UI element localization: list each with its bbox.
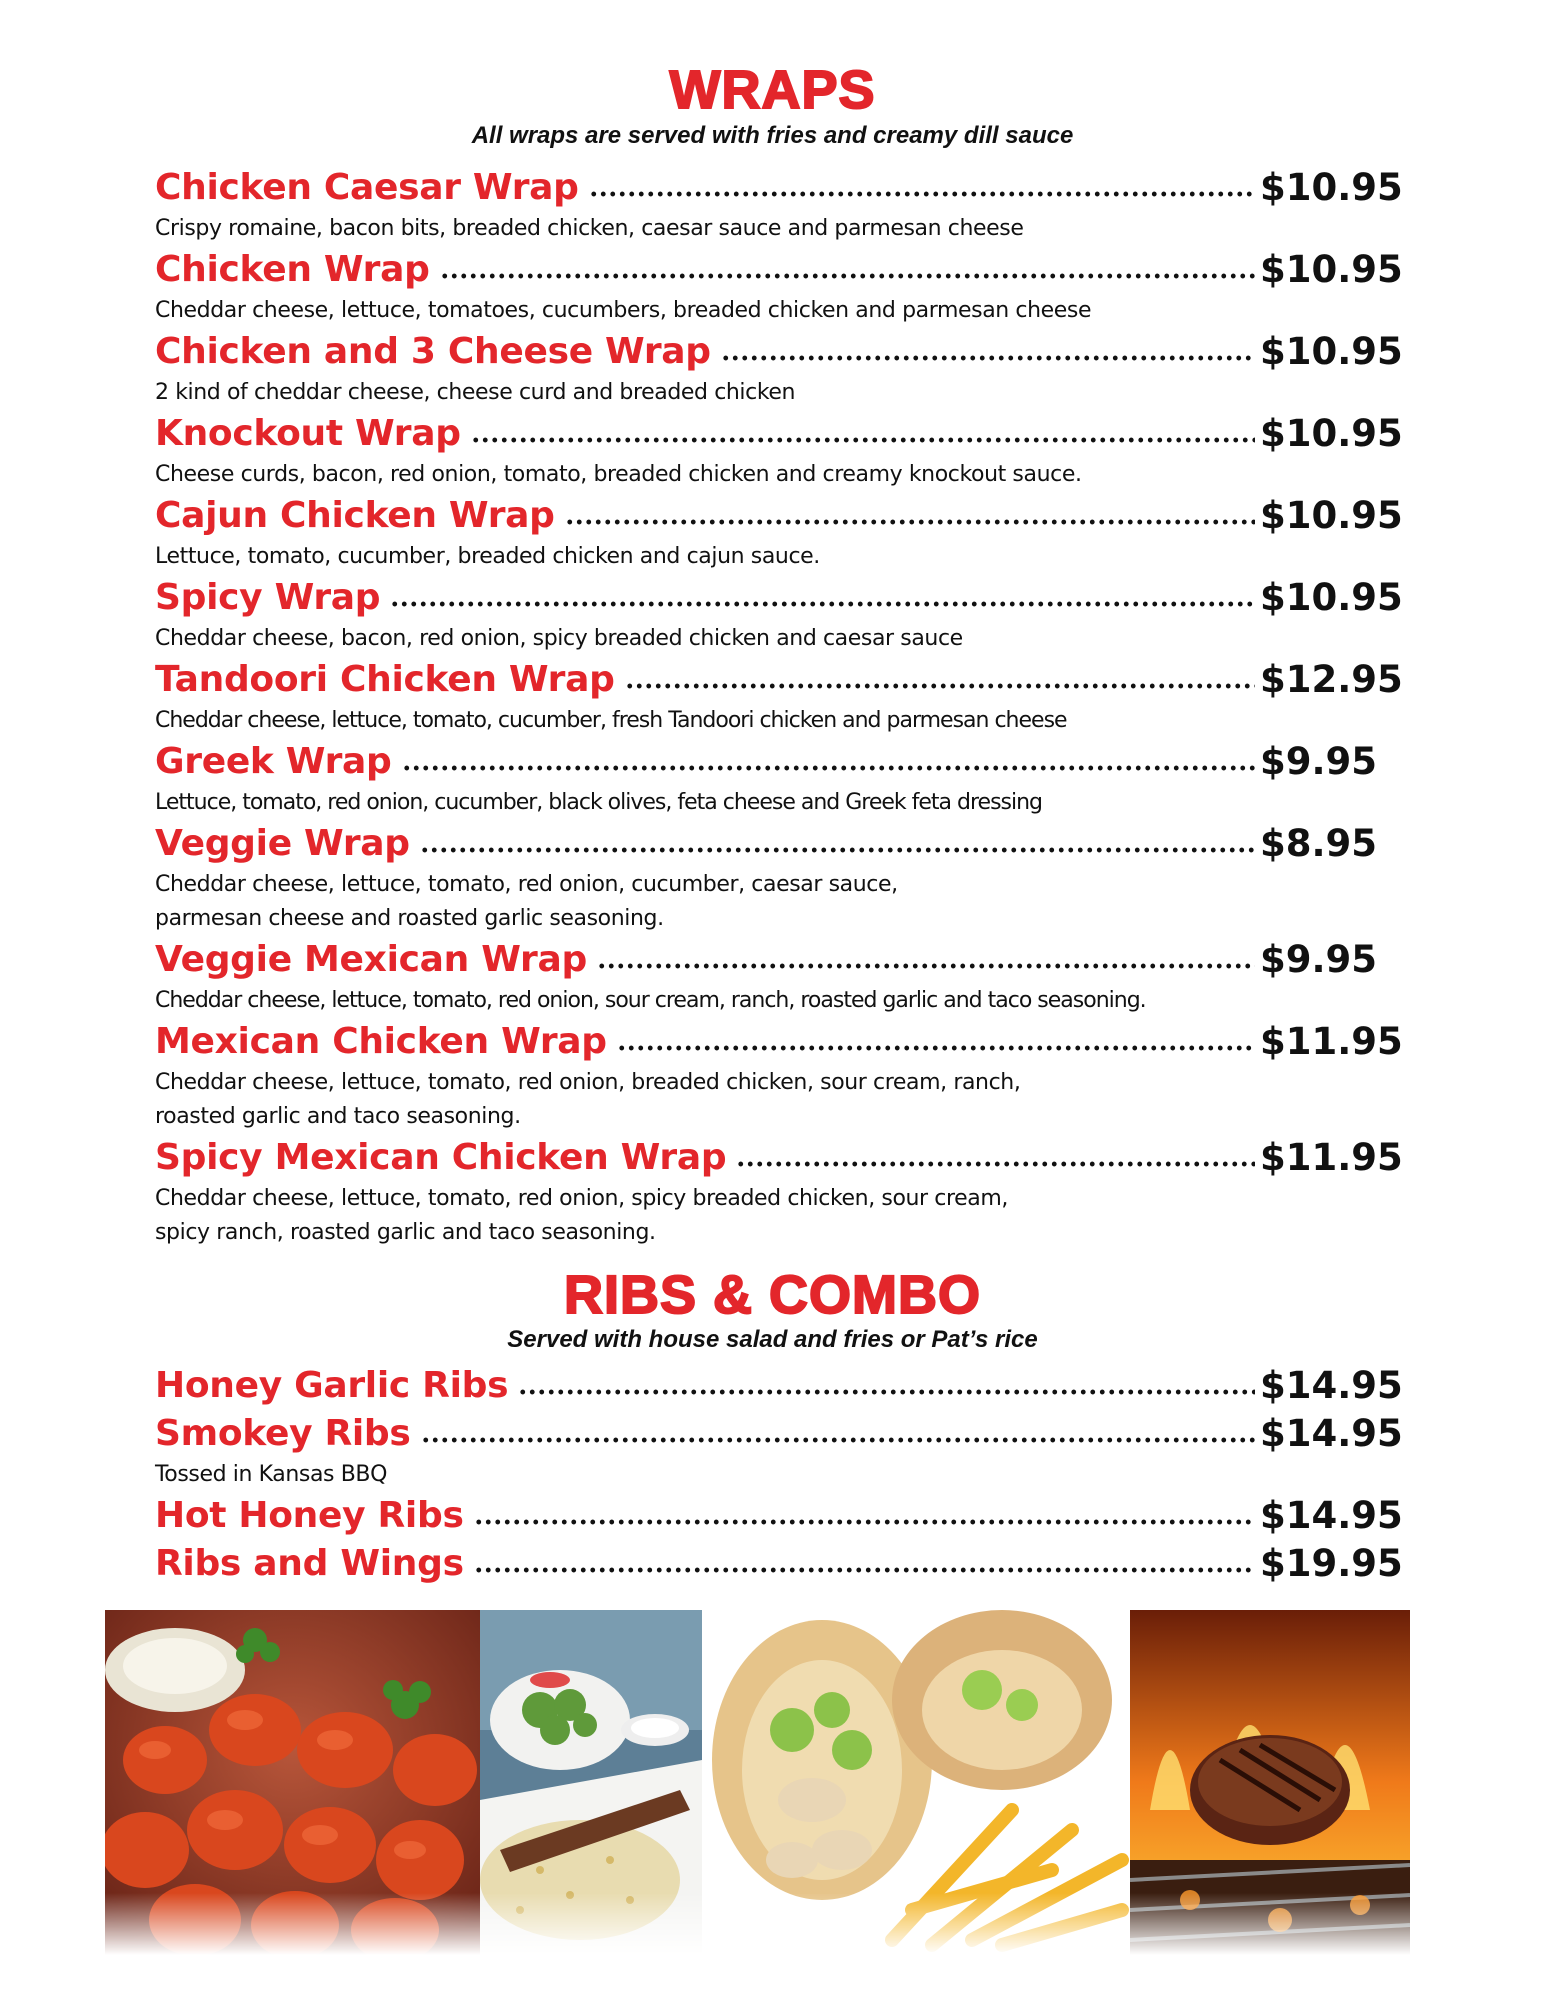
dot-leader <box>565 518 1255 526</box>
dot-leader <box>736 1160 1255 1168</box>
item-price: $12.95 <box>1260 658 1403 701</box>
menu-item-line <box>155 1018 1403 1066</box>
item-description: 2 kind of cheddar cheese, cheese curd and breaded chicken <box>155 380 796 405</box>
item-name: Chicken Wrap <box>155 249 430 290</box>
dot-leader <box>471 436 1255 444</box>
menu-item-line <box>155 936 1395 984</box>
menu-item-line <box>155 492 1403 540</box>
item-description: Cheddar cheese, lettuce, tomato, red onion, cucumber, caesar sauce, <box>155 872 898 897</box>
menu-item-greek-wrap <box>155 738 1395 820</box>
dot-leader <box>597 962 1255 970</box>
dot-leader <box>420 846 1255 854</box>
dot-leader <box>402 764 1255 772</box>
item-price: $11.95 <box>1260 1136 1403 1179</box>
menu-item-line <box>155 328 1403 376</box>
item-name: Veggie Mexican Wrap <box>155 939 587 980</box>
dot-leader <box>474 1518 1255 1526</box>
menu-item-line <box>155 1410 1403 1458</box>
menu-item-line <box>155 1540 1403 1588</box>
menu-item-cajun-chicken-wrap <box>155 492 1403 574</box>
item-description: spicy ranch, roasted garlic and taco seasoning. <box>155 1220 656 1245</box>
dot-leader <box>589 190 1255 198</box>
ribs-title: RIBS & COMBO <box>564 1265 981 1325</box>
dot-leader <box>440 272 1255 280</box>
item-description: roasted garlic and taco seasoning. <box>155 1104 521 1129</box>
item-description: Cheddar cheese, lettuce, tomatoes, cucumbers, breaded chicken and parmesan cheese <box>155 298 1092 323</box>
item-description: Cheddar cheese, lettuce, tomato, red onion, breaded chicken, sour cream, ranch, <box>155 1070 1021 1095</box>
menu-item-tandoori-chicken-wrap <box>155 656 1403 738</box>
item-price: $11.95 <box>1260 1020 1403 1063</box>
item-description: Cheese curds, bacon, red onion, tomato, breaded chicken and creamy knockout sauce. <box>155 462 1082 487</box>
item-description: Lettuce, tomato, red onion, cucumber, black olives, feta cheese and Greek feta dressing <box>155 790 1043 815</box>
item-price: $10.95 <box>1260 576 1403 619</box>
item-price: $14.95 <box>1260 1364 1403 1407</box>
item-description: Crispy romaine, bacon bits, breaded chicken, caesar sauce and parmesan cheese <box>155 216 1024 241</box>
item-description: Cheddar cheese, lettuce, tomato, red onion, spicy breaded chicken, sour cream, <box>155 1186 1008 1211</box>
wraps-menu-list <box>155 164 1403 1250</box>
item-price: $19.95 <box>1260 1542 1403 1585</box>
menu-item-knockout-wrap <box>155 410 1403 492</box>
menu-item-line <box>155 246 1403 294</box>
menu-item-line <box>155 656 1403 704</box>
wings-photo <box>105 1610 480 1955</box>
item-description: Lettuce, tomato, cucumber, breaded chicken and cajun sauce. <box>155 544 820 569</box>
menu-item-line <box>155 574 1403 622</box>
dot-leader <box>721 354 1255 362</box>
menu-item-chicken-and-3-cheese-wrap <box>155 328 1403 410</box>
item-price: $14.95 <box>1260 1412 1403 1455</box>
item-name: Cajun Chicken Wrap <box>155 495 555 536</box>
item-price: $9.95 <box>1260 740 1378 783</box>
dot-leader <box>625 682 1255 690</box>
menu-item-mexican-chicken-wrap <box>155 1018 1403 1134</box>
item-description: Cheddar cheese, lettuce, tomato, cucumber, fresh Tandoori chicken and parmesan cheese <box>155 708 1067 733</box>
menu-item-line <box>155 1134 1403 1182</box>
menu-item-line <box>155 1362 1403 1410</box>
ribs-subtitle: Served with house salad and fries or Pat’s rice <box>507 1326 1038 1353</box>
dot-leader <box>390 600 1255 608</box>
item-price: $10.95 <box>1260 166 1403 209</box>
menu-item-spicy-mexican-chicken-wrap <box>155 1134 1403 1250</box>
item-name: Smokey Ribs <box>155 1413 411 1454</box>
item-name: Ribs and Wings <box>155 1543 464 1584</box>
item-name: Honey Garlic Ribs <box>155 1365 509 1406</box>
dot-leader <box>474 1566 1255 1574</box>
menu-item-hot-honey-ribs <box>155 1492 1403 1540</box>
item-price: $10.95 <box>1260 412 1403 455</box>
item-name: Spicy Mexican Chicken Wrap <box>155 1137 727 1178</box>
item-description: Tossed in Kansas BBQ <box>155 1462 387 1487</box>
item-price: $9.95 <box>1260 938 1378 981</box>
food-photo-strip <box>105 1610 1410 1955</box>
item-name: Veggie Wrap <box>155 823 410 864</box>
menu-item-line <box>155 1492 1403 1540</box>
grilled-steak-photo <box>1130 1610 1410 1955</box>
item-description: Cheddar cheese, lettuce, tomato, red onion, sour cream, ranch, roasted garlic and taco seasoning. <box>155 988 1146 1013</box>
menu-item-chicken-caesar-wrap <box>155 164 1403 246</box>
dot-leader <box>617 1044 1255 1052</box>
menu-item-spicy-wrap <box>155 574 1403 656</box>
dot-leader <box>518 1388 1255 1396</box>
item-price: $10.95 <box>1260 330 1403 373</box>
menu-item-line <box>155 164 1403 212</box>
item-name: Chicken Caesar Wrap <box>155 167 579 208</box>
item-name: Chicken and 3 Cheese Wrap <box>155 331 711 372</box>
menu-item-smokey-ribs <box>155 1410 1403 1492</box>
menu-item-line <box>155 820 1395 868</box>
wraps-title: WRAPS <box>669 60 876 120</box>
item-description: Cheddar cheese, bacon, red onion, spicy breaded chicken and caesar sauce <box>155 626 963 651</box>
item-description: parmesan cheese and roasted garlic seasoning. <box>155 906 664 931</box>
wrap-fries-photo <box>702 1610 1142 1955</box>
menu-item-ribs-and-wings <box>155 1540 1403 1588</box>
item-name: Hot Honey Ribs <box>155 1495 464 1536</box>
item-name: Knockout Wrap <box>155 413 461 454</box>
item-price: $14.95 <box>1260 1494 1403 1537</box>
item-name: Tandoori Chicken Wrap <box>155 659 615 700</box>
item-name: Spicy Wrap <box>155 577 381 618</box>
kebab-rice-photo <box>480 1610 702 1955</box>
item-name: Greek Wrap <box>155 741 392 782</box>
item-price: $8.95 <box>1260 822 1378 865</box>
menu-item-veggie-mexican-wrap <box>155 936 1395 1018</box>
menu-item-line <box>155 410 1403 458</box>
item-name: Mexican Chicken Wrap <box>155 1021 607 1062</box>
item-price: $10.95 <box>1260 248 1403 291</box>
item-price: $10.95 <box>1260 494 1403 537</box>
menu-item-chicken-wrap <box>155 246 1403 328</box>
menu-item-line <box>155 738 1395 786</box>
menu-item-honey-garlic-ribs <box>155 1362 1403 1410</box>
menu-item-veggie-wrap <box>155 820 1395 936</box>
wraps-subtitle: All wraps are served with fries and creamy dill sauce <box>471 122 1074 149</box>
ribs-menu-list <box>155 1362 1403 1588</box>
dot-leader <box>421 1436 1255 1444</box>
